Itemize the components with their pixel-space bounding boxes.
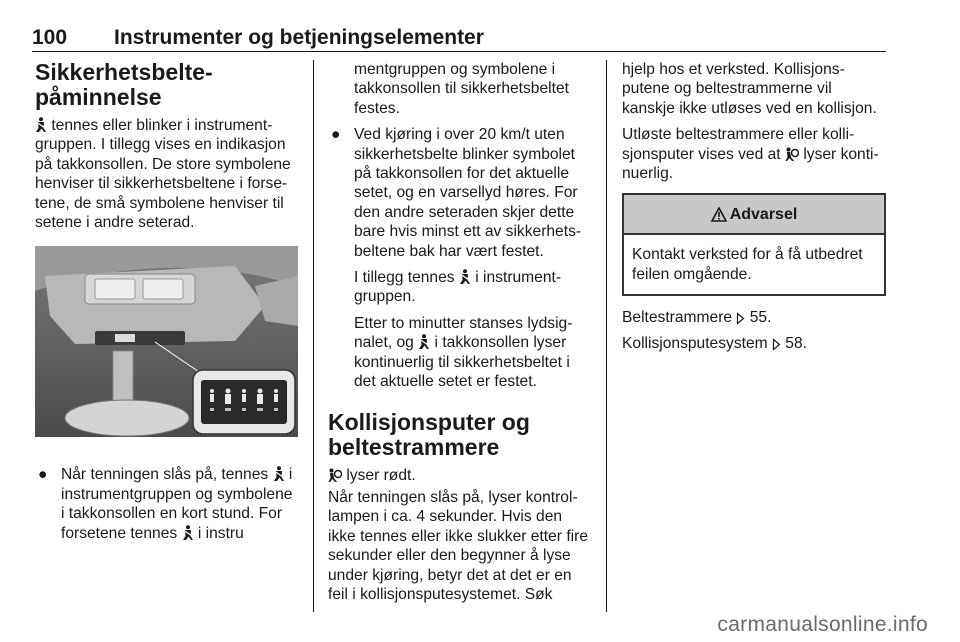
- warning-box: [622, 193, 886, 296]
- section-heading-airbags: Kollisjonsputer og beltestrammere: [328, 408, 530, 460]
- seatbelt-warning-icon: [182, 525, 194, 541]
- reference-airbag-system: Kollisjonsputesystem 58.: [622, 334, 807, 352]
- reference-belt-tensioners: Beltestrammere 55.: [622, 309, 772, 327]
- column-3: [622, 60, 886, 360]
- airbag-body-paragraph: Når tenningen slås på, lyser kontrollampen i ca. 4 sekunder. Hvis den ikke tennes eller ikke slukker etter fire sekunder eller den begynner å lyse under kjøring, betyr det at det er en feil i kollisjonsputesystemet. Søk: [328, 488, 588, 603]
- bullet-ignition-on: ● Når tenningen slås på, tennes i instrumentgruppen og symbolene i takkonsollen en kort stund. For forsetene tennes i instru: [38, 466, 293, 542]
- roof-console-illustration: [35, 246, 298, 437]
- paragraph-triggered: Utløste beltestrammere eller kollisjonsputer vises ved at lyser kontinuerlig.: [622, 126, 879, 183]
- airbag-continuation: hjelp hos et verksted. Kollisjonsputene og beltestrammerne vil kanskje ikke utløses ved en kollisjon.: [622, 61, 877, 117]
- page-number: 100: [32, 26, 68, 49]
- warning-text: Kontakt verksted for å få utbedret feilen omgående.: [632, 246, 863, 283]
- page-title: Instrumenter og betjeningselementer: [114, 26, 484, 49]
- column-1: [35, 60, 298, 550]
- warning-title: Advarsel: [729, 205, 798, 223]
- paragraph-also-lights: I tillegg tennes i instrumentgruppen.: [354, 269, 562, 306]
- seatbelt-warning-icon: [418, 334, 430, 350]
- warning-triangle-icon: [711, 207, 727, 222]
- paragraph-after-two-minutes: Etter to minutter stanses lydsignalet, og i takkonsollen lyser kontinuerlig til sikkerhetsbeltet i det aktuelle setet er festet.: [354, 314, 573, 391]
- seatbelt-warning-icon: [35, 117, 47, 133]
- bullet-driving-over-20: ● Ved kjøring i over 20 km/t uten sikkerhetsbelte blinker symbolet på takkonsollen for det aktuelle setet, og en varsellyd høres. For den andre seteraden skjer dette bare hvis minst ett av sikkerhetsbeltene bak har vært festet.: [331, 126, 582, 260]
- watermark: carmanualsonline.info: [717, 613, 928, 636]
- seatbelt-intro-paragraph: tennes eller blinker i instrumentgruppen. I tillegg vises en indikasjon på takkonsollen. De store symbolene henviser til sikkerhetsbeltene i forsetene, de små symbolene henviser til setene i andre seterad.: [35, 117, 291, 232]
- page-reference-arrow-icon: [772, 338, 781, 351]
- column-2: [328, 60, 591, 611]
- airbag-warning-icon: [328, 468, 342, 483]
- column-divider-2: [606, 60, 607, 612]
- seatbelt-warning-icon: [459, 269, 471, 285]
- airbag-warning-icon: [785, 147, 799, 162]
- bullet-continuation: mentgruppen og symbolene i takkonsollen til sikkerhetsbeltet festes.: [354, 61, 569, 117]
- warning-header: [624, 195, 884, 235]
- page-header: [32, 22, 886, 52]
- column-divider-1: [313, 60, 314, 612]
- roof-console-drawing: [35, 246, 298, 437]
- section-heading-seatbelt-reminder: Sikkerhetsbelte- påminnelse: [35, 59, 213, 110]
- page-reference-arrow-icon: [736, 312, 745, 325]
- airbag-icon-line: lyser rødt.: [328, 466, 591, 485]
- seatbelt-warning-icon: [273, 466, 285, 482]
